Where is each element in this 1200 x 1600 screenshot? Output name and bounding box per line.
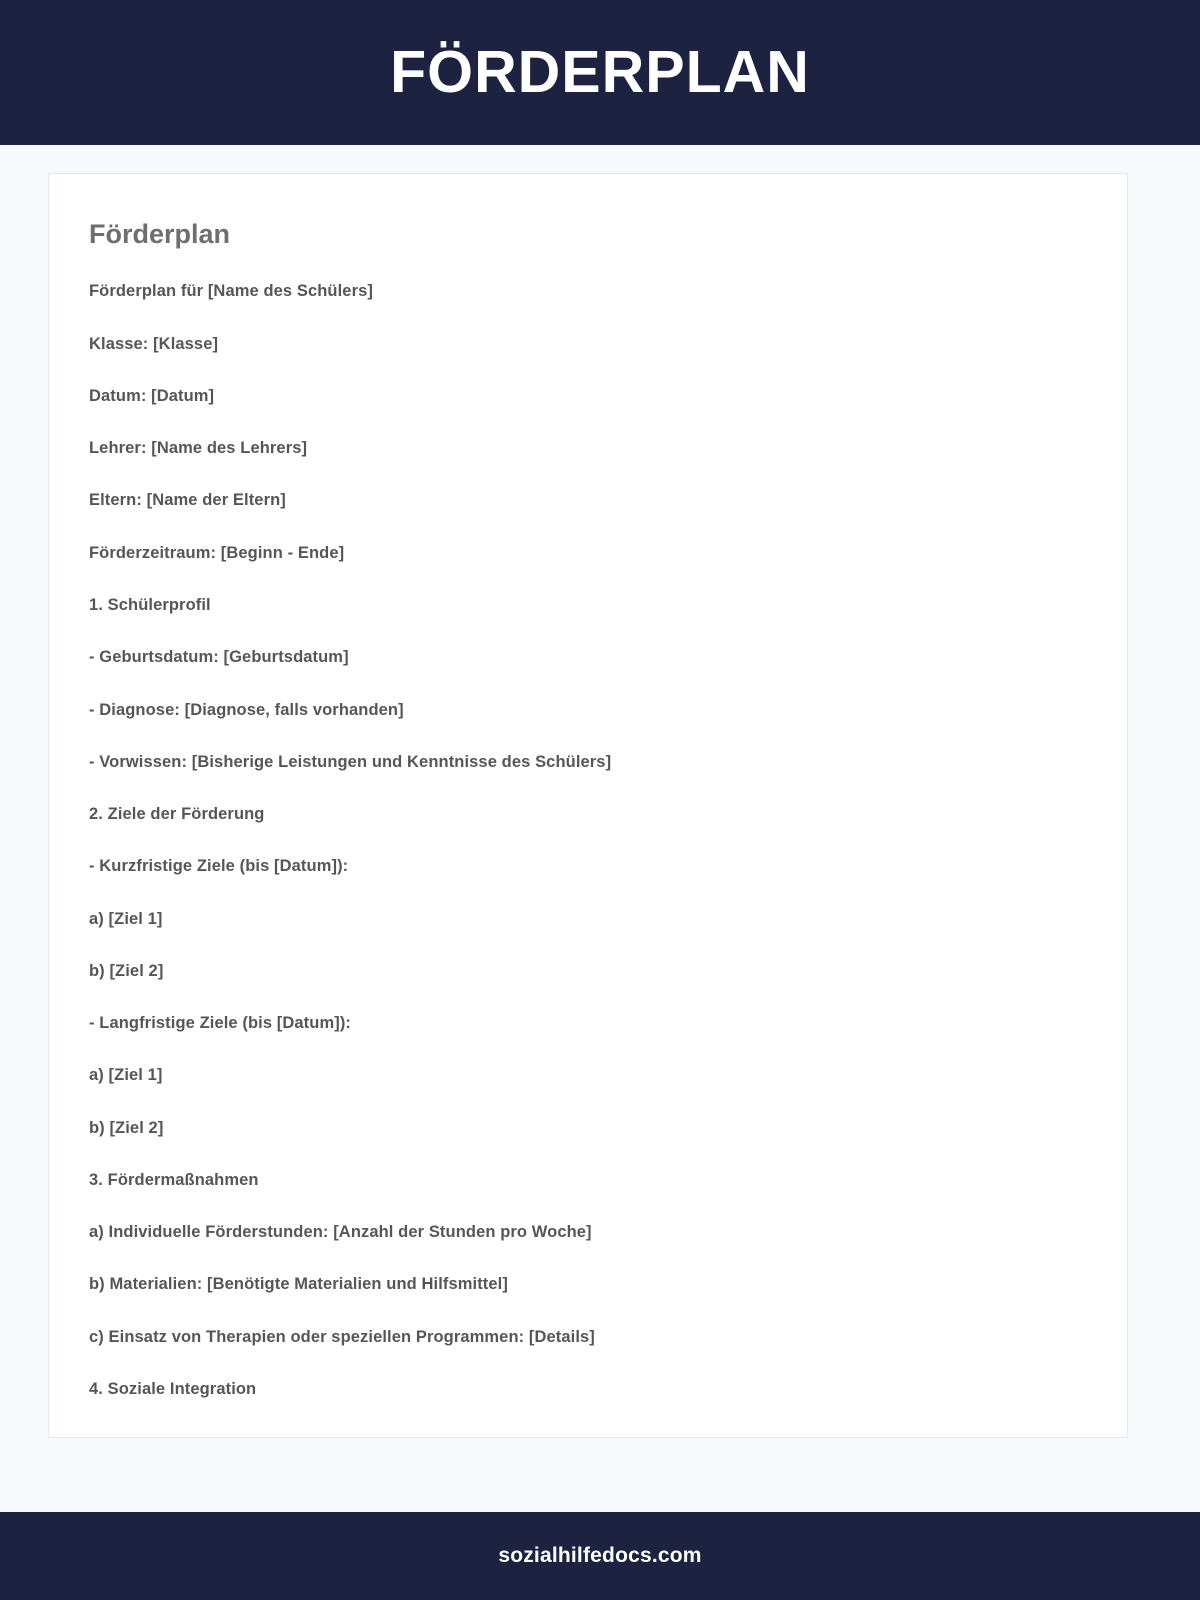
document-section-heading: 4. Soziale Integration — [89, 1379, 257, 1398]
document-paragraph: - Diagnose: [Diagnose, falls vorhanden] — [89, 700, 404, 719]
document-body — [89, 280, 1087, 1400]
document-paragraph: Datum: [Datum] — [89, 386, 215, 405]
document-paragraph: - Kurzfristige Ziele (bis [Datum]): — [89, 857, 349, 876]
document-paragraph: b) [Ziel 2] — [89, 961, 164, 980]
document-paragraph: b) Materialien: [Benötigte Materialien und Hilfsmittel] — [89, 1275, 508, 1294]
document-paragraph: a) [Ziel 1] — [89, 1066, 163, 1085]
document-paragraph: Klasse: [Klasse] — [89, 334, 219, 353]
document-paragraph: c) Einsatz von Therapien oder speziellen Programmen: [Details] — [89, 1327, 595, 1346]
document-section-heading: 2. Ziele der Förderung — [89, 805, 265, 824]
document-section-heading: 3. Fördermaßnahmen — [89, 1170, 259, 1189]
document-paragraph: Förderplan für [Name des Schülers] — [89, 282, 373, 301]
page-footer — [0, 1512, 1200, 1600]
document-paragraph: - Vorwissen: [Bisherige Leistungen und Kenntnisse des Schülers] — [89, 752, 612, 771]
document-paragraph: - Geburtsdatum: [Geburtsdatum] — [89, 648, 349, 667]
document-paragraph: Eltern: [Name der Eltern] — [89, 491, 286, 510]
content-area — [0, 145, 1200, 1512]
document-paragraph: Lehrer: [Name des Lehrers] — [89, 439, 308, 458]
page-banner — [0, 0, 1200, 145]
document-paragraph: - Langfristige Ziele (bis [Datum]): — [89, 1014, 352, 1033]
document-heading: Förderplan — [89, 219, 231, 249]
document-paragraph: a) [Ziel 1] — [89, 909, 163, 928]
footer-site-name: sozialhilfedocs.com — [498, 1544, 702, 1567]
document-paragraph: b) [Ziel 2] — [89, 1118, 164, 1137]
document-section-heading: 1. Schülerprofil — [89, 595, 211, 614]
document-paragraph: Förderzeitraum: [Beginn - Ende] — [89, 543, 345, 562]
document-card — [48, 173, 1128, 1438]
document-paragraph: a) Individuelle Förderstunden: [Anzahl der Stunden pro Woche] — [89, 1223, 592, 1242]
banner-title: FÖRDERPLAN — [390, 39, 810, 105]
